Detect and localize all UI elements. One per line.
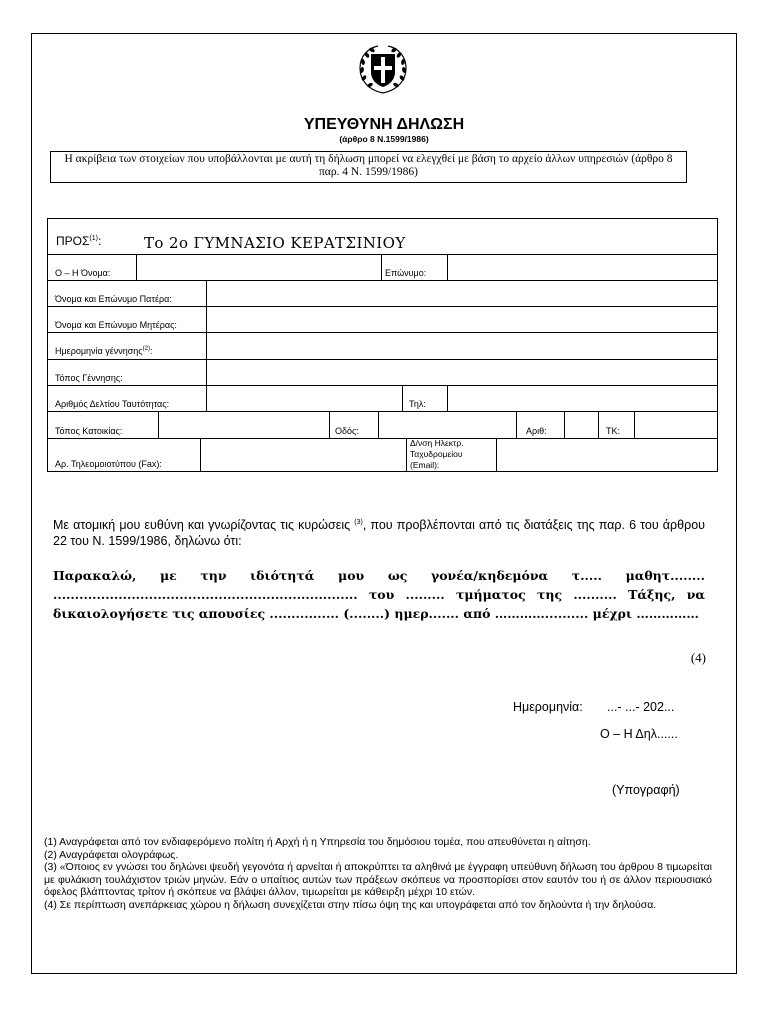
date-label: Ημερομηνία:	[513, 700, 583, 714]
birthplace-label: Τόπος Γέννησης:	[55, 373, 123, 383]
declarant-label: Ο – Η Δηλ......	[600, 727, 678, 741]
street-label: Οδός:	[335, 426, 359, 436]
form-subtitle: (άρθρο 8 Ν.1599/1986)	[339, 134, 429, 144]
birthplace-field[interactable]	[207, 360, 717, 384]
fax-field[interactable]	[201, 439, 405, 471]
footnote-item: (2) Αναγράφεται ολογράφως.	[44, 848, 179, 861]
birthdate-field[interactable]	[207, 333, 717, 358]
recipient-label: ΠΡΟΣ$^{(1)}$:	[56, 234, 102, 248]
street-field[interactable]	[379, 412, 515, 437]
postcode-label: ΤΚ:	[606, 426, 621, 436]
first-name-field[interactable]	[137, 255, 380, 279]
postcode-field[interactable]	[635, 412, 717, 437]
declarant-details-table	[47, 218, 718, 472]
father-name-label: Όνομα και Επώνυμο Πατέρα:	[55, 294, 172, 304]
footnote-item: (1) Αναγράφεται από τον ενδιαφερόμενο πολίτη ή Αρχή ή η Υπηρεσία του δημόσιου τομέα, που απευθύνεται η αίτηση.	[44, 836, 591, 848]
form-title: ΥΠΕΥΘΥΝΗ ΔΗΛΩΣΗ	[303, 116, 465, 133]
last-name-label: Επώνυμο:	[385, 268, 427, 278]
residence-field[interactable]	[159, 412, 328, 437]
date-field[interactable]: ...- ...- 202...	[607, 700, 675, 714]
email-label: Δ/νση Ηλεκτρ. Ταχυδρομείου (Email):	[410, 438, 464, 470]
footnote-4-reference: (4)	[690, 650, 706, 665]
declaration-statement: Με ατομική μου ευθύνη και γνωρίζοντας τις κυρώσεις $^{(3)}$, που προβλέπονται από τις διατάξεις της παρ. 6 του άρθρου 22 του Ν. 1599/1986, δηλώνω ότι:	[53, 518, 705, 549]
mother-name-field[interactable]	[207, 307, 717, 331]
recipient-value[interactable]: Το 2ο ΓΥΜΝΑΣΙΟ ΚΕΡΑΤΣΙΝΙΟΥ	[144, 234, 406, 252]
phone-field[interactable]	[448, 386, 717, 410]
phone-label: Τηλ:	[409, 399, 426, 409]
fax-label: Αρ. Τηλεομοιοτύπου (Fax):	[55, 459, 162, 469]
email-field[interactable]	[497, 439, 717, 471]
mother-name-label: Όνομα και Επώνυμο Μητέρας:	[55, 320, 177, 330]
signature-label: (Υπογραφή)	[612, 783, 680, 797]
verification-notice: Η ακρίβεια των στοιχείων που υποβάλλονται με αυτή τη δήλωση μπορεί να ελεγχθεί με βάση το αρχείο άλλων υπηρεσιών (άρθρο 8 παρ. 4 Ν. 1599/1986)	[50, 151, 687, 183]
footnotes	[44, 836, 712, 911]
father-name-field[interactable]	[207, 281, 717, 305]
street-number-field[interactable]	[565, 412, 597, 437]
residence-label: Τόπος Κατοικίας:	[55, 426, 123, 436]
id-card-label: Αριθμός Δελτίου Ταυτότητας:	[55, 399, 170, 409]
id-card-field[interactable]	[207, 386, 401, 410]
first-name-label: Ο – Η Όνομα:	[55, 268, 111, 278]
last-name-field[interactable]	[448, 255, 717, 279]
absence-request-text[interactable]: Παρακαλώ, με την ιδιότητά μου ως γονέα/κηδεμόνα τ..... μαθητ........ ...................................................................... του ......... τμήματος της .......... Τάξης, να δικαιολογήσετε τις απουσίες ................ (........) ημερ....... από ………….......... μέχρι ……………	[53, 568, 705, 621]
footnote-item: (3) «Όποιος εν γνώσει του δηλώνει ψευδή γεγονότα ή αρνείται ή αποκρύπτει τα αληθινά με έγγραφη υπεύθυνη δήλωση του άρθρου 8 τιμωρείται με φυλάκιση τουλάχιστον τριών μηνών. Εάν ο υπαίτιος αυτών των πράξεων σκόπευε να προσπορίσει στον εαυτόν του ή σε άλλον περιουσιακό όφελος βλάπτοντας τρίτον ή σκόπευε να βλάψει άλλον, τιμωρείται με κάθειρξη μέχρι 10 ετών.	[44, 861, 712, 898]
greek-coat-of-arms-icon	[356, 42, 410, 96]
street-number-label: Αριθ:	[526, 426, 547, 436]
footnote-item: (4) Σε περίπτωση ανεπάρκειας χώρου η δήλωση συνεχίζεται στην πίσω όψη της και υπογράφεται από τον δηλούντα ή την δηλούσα.	[44, 898, 657, 911]
birthdate-label: Ημερομηνία γέννησης$^{(2)}$:	[55, 346, 153, 356]
